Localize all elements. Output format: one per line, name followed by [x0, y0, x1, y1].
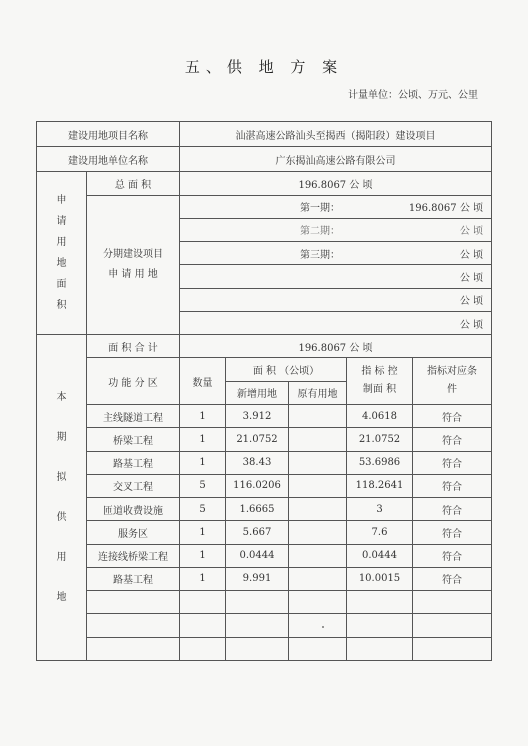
row-quantity: 1: [180, 428, 226, 451]
row-condition: 符合: [413, 544, 492, 567]
row-condition: [413, 591, 492, 614]
row-index-area: 4.0618: [347, 404, 413, 427]
row-condition: [413, 614, 492, 637]
table-row: [37, 451, 492, 474]
row-condition: 符合: [413, 474, 492, 497]
table-row: [37, 591, 492, 614]
row-existing-land: [289, 428, 347, 451]
land-supply-table: [36, 121, 492, 661]
row-function: [87, 591, 180, 614]
phase-label: 第一期：: [300, 203, 340, 215]
row-new-land: [226, 591, 289, 614]
row-index-area: 7.6: [347, 521, 413, 544]
unit-name-value: 广东揭汕高速公路有限公司: [180, 147, 492, 172]
header-index-condition: 指标对应条 件: [413, 358, 492, 405]
phase-cell: 公 顷: [180, 311, 492, 334]
table-row: [37, 428, 492, 451]
row-new-land: 9.991: [226, 567, 289, 590]
phased-label-line: 申 请 用 地: [108, 268, 158, 280]
row-existing-land: [289, 614, 347, 637]
table-row: [37, 474, 492, 497]
area-total-row: [37, 335, 492, 358]
unit-name-label: 建设用地单位名称: [37, 147, 180, 172]
phase-label: 第二期：: [300, 226, 340, 238]
side-char: 用: [56, 237, 67, 249]
row-index-area: 0.0444: [347, 544, 413, 567]
row-function: [87, 614, 180, 637]
phase-value: 196.8067: [408, 203, 457, 215]
row-existing-land: [289, 637, 347, 660]
row-condition: 符合: [413, 404, 492, 427]
row-function: [87, 637, 180, 660]
table-row: [37, 521, 492, 544]
project-name-label: 建设用地项目名称: [37, 122, 180, 147]
project-name-row: [37, 122, 492, 147]
row-function: 交叉工程: [87, 474, 180, 497]
row-quantity: 1: [180, 544, 226, 567]
row-index-area: [347, 637, 413, 660]
phased-label-line: 分期建设项目: [103, 248, 163, 260]
phase-cell: [180, 195, 492, 218]
table-row: [37, 498, 492, 521]
row-function: 连接线桥梁工程: [87, 544, 180, 567]
table-row: [37, 614, 492, 637]
row-condition: 符合: [413, 521, 492, 544]
header-existing-land: 原有用地: [289, 381, 347, 404]
row-new-land: [226, 614, 289, 637]
row-index-area: [347, 614, 413, 637]
table-row: [37, 567, 492, 590]
row-quantity: [180, 591, 226, 614]
row-quantity: [180, 614, 226, 637]
side-char: 拟: [56, 471, 67, 483]
side-char: 地: [56, 591, 67, 603]
row-existing-land: [289, 544, 347, 567]
total-area-value: 196.8067 公 顷: [180, 172, 492, 195]
row-condition: 符合: [413, 567, 492, 590]
row-new-land: 5.667: [226, 521, 289, 544]
row-quantity: [180, 637, 226, 660]
row-existing-land: [289, 521, 347, 544]
phase-cell: [180, 242, 492, 265]
row-quantity: 5: [180, 474, 226, 497]
row-function: 主线隧道工程: [87, 404, 180, 427]
row-index-area: 53.6986: [347, 451, 413, 474]
row-existing-land: [289, 404, 347, 427]
row-existing-land: [289, 474, 347, 497]
row-existing-land: [289, 451, 347, 474]
row-condition: 符合: [413, 451, 492, 474]
phase-cell: 公 顷: [180, 265, 492, 288]
side-char: 供: [56, 511, 67, 523]
row-quantity: 1: [180, 521, 226, 544]
row-quantity: 1: [180, 451, 226, 474]
measurement-unit-note: 计量单位：公顷、万元、公里: [348, 90, 478, 101]
row-new-land: 38.43: [226, 451, 289, 474]
side-char: 期: [56, 431, 67, 443]
area-total-label: 面 积 合 计: [87, 335, 180, 358]
phase-label: 第三期：: [300, 249, 340, 261]
row-condition: 符合: [413, 428, 492, 451]
phase-unit: 公 顷: [459, 249, 483, 261]
row-existing-land: [289, 591, 347, 614]
row-index-area: 10.0015: [347, 567, 413, 590]
header-function: 功 能 分 区: [87, 358, 180, 405]
phase-cell: [180, 218, 492, 241]
row-quantity: 1: [180, 404, 226, 427]
planned-supply-side-label: [37, 335, 87, 661]
row-new-land: 21.0752: [226, 428, 289, 451]
side-char: 用: [56, 551, 67, 563]
header-row: [37, 358, 492, 381]
row-function: 路基工程: [87, 451, 180, 474]
scan-speck: [322, 626, 324, 628]
phase-cell: 公 顷: [180, 288, 492, 311]
side-char: 地: [56, 258, 67, 270]
side-char: 申: [56, 195, 67, 207]
row-new-land: 3.912: [226, 404, 289, 427]
row-index-area: 3: [347, 498, 413, 521]
row-existing-land: [289, 567, 347, 590]
header-area: 面 积 （公顷）: [226, 358, 347, 381]
phase-unit: 公 顷: [459, 203, 483, 215]
table-row: [37, 637, 492, 660]
table-row: [37, 544, 492, 567]
total-area-row: [37, 172, 492, 195]
unit-name-row: [37, 147, 492, 172]
row-quantity: 1: [180, 567, 226, 590]
page-title: 五、供 地 方 案: [184, 58, 344, 76]
header-quantity: 数量: [180, 358, 226, 405]
project-name-value: 汕湛高速公路汕头至揭西（揭阳段）建设项目: [180, 122, 492, 147]
row-function: 桥梁工程: [87, 428, 180, 451]
phase-unit: 公 顷: [459, 226, 483, 238]
row-index-area: 21.0752: [347, 428, 413, 451]
row-index-area: [347, 591, 413, 614]
side-char: 请: [56, 216, 67, 228]
apply-area-side-label: [37, 172, 87, 335]
side-char: 积: [56, 300, 67, 312]
phased-project-label: [87, 195, 180, 335]
header-index-area: 指 标 控 制面 积: [347, 358, 413, 405]
row-index-area: 118.2641: [347, 474, 413, 497]
row-function: 服务区: [87, 521, 180, 544]
row-new-land: 0.0444: [226, 544, 289, 567]
row-existing-land: [289, 498, 347, 521]
row-condition: 符合: [413, 498, 492, 521]
phase-row: [37, 195, 492, 218]
row-new-land: 116.0206: [226, 474, 289, 497]
table-row: [37, 404, 492, 427]
row-function: 匝道收费设施: [87, 498, 180, 521]
row-quantity: 5: [180, 498, 226, 521]
row-new-land: [226, 637, 289, 660]
total-area-label: 总 面 积: [87, 172, 180, 195]
row-new-land: 1.6665: [226, 498, 289, 521]
header-new-land: 新增用地: [226, 381, 289, 404]
side-char: 本: [56, 391, 67, 403]
area-total-value: 196.8067 公 顷: [180, 335, 492, 358]
side-char: 面: [56, 279, 67, 291]
row-condition: [413, 637, 492, 660]
row-function: 路基工程: [87, 567, 180, 590]
